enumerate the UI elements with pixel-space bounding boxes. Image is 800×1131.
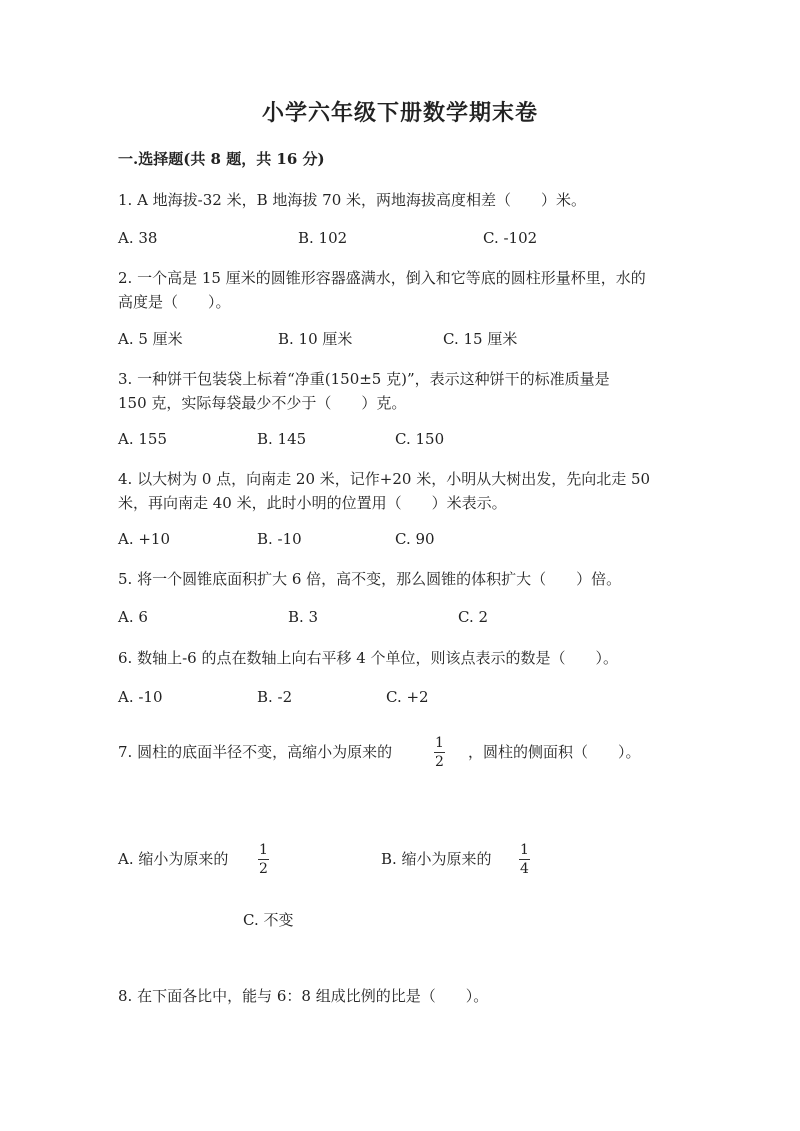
question-2-line-2: 高度是（ ）。 [118, 293, 231, 311]
question-4-line-2: 米，再向南走 40 米，此时小明的位置用（ ）米表示。 [118, 494, 507, 512]
question-5-option-a[interactable]: A. 6 [118, 608, 148, 626]
question-3-line-1: 3. 一种饼干包装袋上标着“净重(150±5 克)”，表示这种饼干的标准质量是 [118, 370, 610, 388]
option-b-label: B. 缩小为原来的 [381, 850, 492, 868]
question-7-option-a-fraction [258, 842, 269, 877]
question-3-option-a[interactable]: A. 155 [118, 430, 167, 448]
question-7-option-a[interactable] [118, 848, 228, 870]
question-5-option-c[interactable]: C. 2 [458, 608, 489, 626]
question-3-option-b[interactable]: B. 145 [257, 430, 307, 448]
question-3-option-c[interactable]: C. 150 [395, 430, 445, 448]
page-title: 小学六年级下册数学期末卷 [261, 100, 538, 126]
fraction-bar [434, 752, 445, 753]
question-1-option-b[interactable]: B. 102 [298, 229, 348, 247]
question-1-option-a[interactable]: A. 38 [118, 229, 158, 247]
question-1-option-c[interactable]: C. -102 [483, 229, 538, 247]
fraction-denominator: 2 [259, 861, 268, 877]
question-7-fraction [434, 735, 445, 770]
question-3-line-2: 150 克，实际每袋最少不少于（ ）克。 [118, 394, 407, 412]
question-2-line-1: 2. 一个高是 15 厘米的圆锥形容器盛满水，倒入和它等底的圆柱形量杯里，水的 [118, 269, 646, 287]
question-4-option-c[interactable]: C. 90 [395, 530, 435, 548]
fraction-denominator: 2 [435, 754, 444, 770]
fraction-numerator: 1 [435, 735, 444, 751]
question-3-text [118, 367, 678, 415]
question-4-text [118, 467, 678, 515]
fraction-denominator: 4 [520, 861, 529, 877]
question-7-option-b-fraction [519, 842, 530, 877]
question-4-option-b[interactable]: B. -10 [257, 530, 302, 548]
question-5-text: 5. 将一个圆锥底面积扩大 6 倍，高不变，那么圆锥的体积扩大（ ）倍。 [118, 570, 622, 588]
question-5-option-b[interactable]: B. 3 [288, 608, 319, 626]
question-2-option-b[interactable]: B. 10 厘米 [278, 330, 353, 348]
question-6-option-c[interactable]: C. +2 [386, 688, 429, 706]
question-8-text: 8. 在下面各比中，能与 6：8 组成比例的比是（ ）。 [118, 987, 489, 1005]
question-4-option-a[interactable]: A. +10 [118, 530, 171, 548]
section-heading: 一.选择题(共 8 题，共 16 分) [118, 150, 325, 168]
question-7-text-before: 7. 圆柱的底面半径不变，高缩小为原来的 [118, 743, 393, 761]
fraction-bar [519, 859, 530, 860]
question-6-text: 6. 数轴上-6 的点在数轴上向右平移 4 个单位，则该点表示的数是（ ）。 [118, 649, 619, 667]
question-7-option-b[interactable] [381, 848, 492, 870]
question-4-line-1: 4. 以大树为 0 点，向南走 20 米，记作+20 米，小明从大树出发，先向北走 50 [118, 470, 651, 488]
fraction-numerator: 1 [520, 842, 529, 858]
question-2-option-a[interactable]: A. 5 厘米 [118, 330, 183, 348]
question-7-text-after: ，圆柱的侧面积（ ）。 [468, 743, 641, 761]
option-a-label: A. 缩小为原来的 [118, 850, 229, 868]
question-7-option-c[interactable]: C. 不变 [243, 911, 294, 929]
question-2-option-c[interactable]: C. 15 厘米 [443, 330, 518, 348]
question-1-text: 1. A 地海拔-32 米，B 地海拔 70 米，两地海拔高度相差（ ）米。 [118, 191, 587, 209]
question-2-text [118, 266, 678, 314]
fraction-numerator: 1 [259, 842, 268, 858]
question-6-option-b[interactable]: B. -2 [257, 688, 293, 706]
fraction-bar [258, 859, 269, 860]
question-6-option-a[interactable]: A. -10 [118, 688, 163, 706]
